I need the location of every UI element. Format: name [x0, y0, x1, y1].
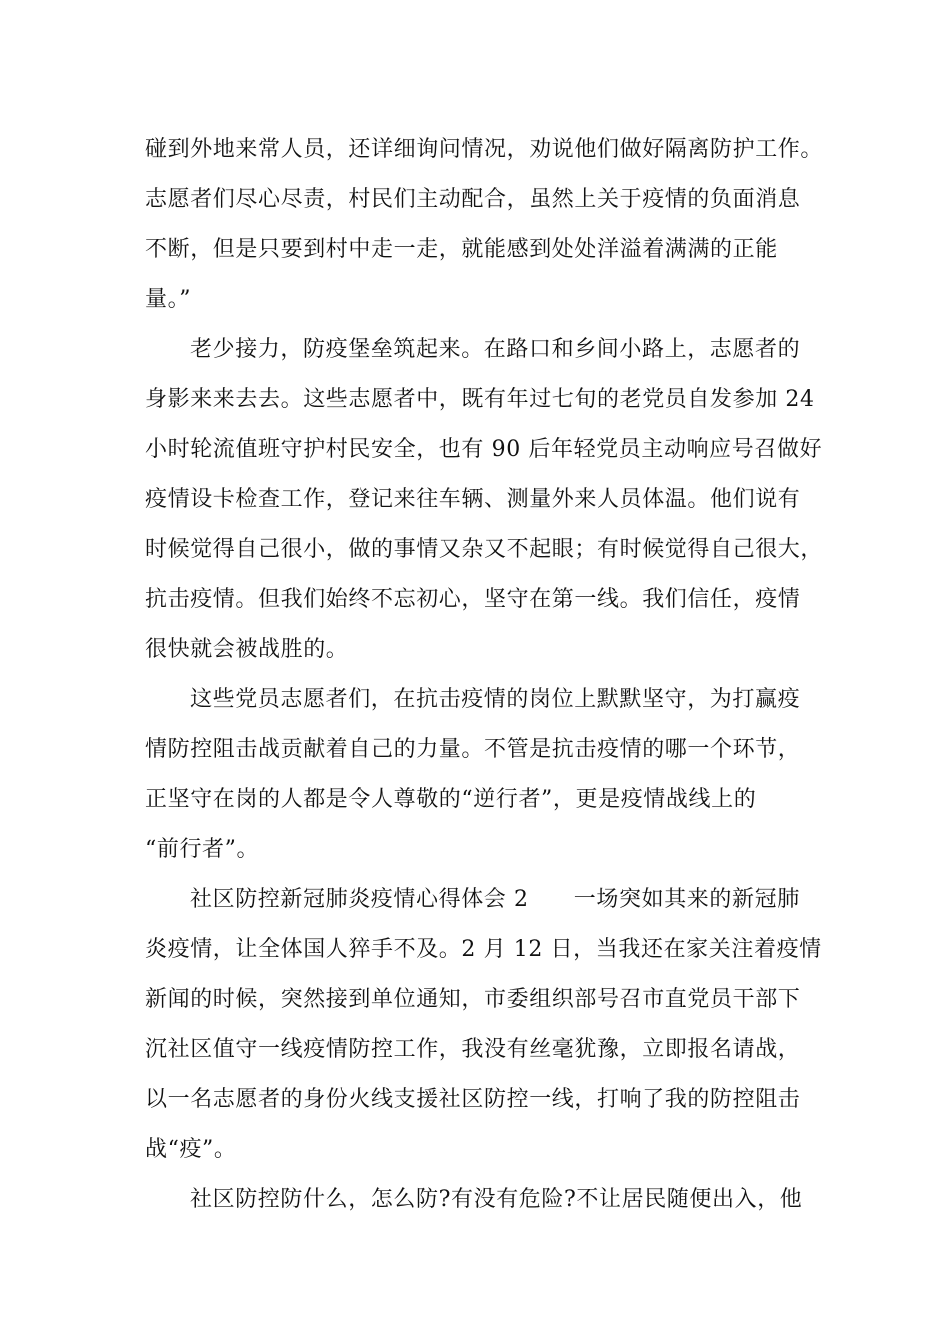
- text-line: 抗击疫情。但我们始终不忘初心，坚守在第一线。我们信任，疫情: [145, 587, 801, 612]
- text-line: 炎疫情，让全体国人猝手不及。2 月 12 日，当我还在家关注着疫情: [145, 937, 822, 962]
- text-line: 量。”: [145, 287, 192, 312]
- text-line: 碰到外地来常人员，还详细询问情况，劝说他们做好隔离防护工作。: [145, 137, 824, 162]
- text-line: 不断，但是只要到村中走一走，就能感到处处洋溢着满满的正能: [145, 237, 778, 262]
- paragraph-first-line: 老少接力，防疫堡垒筑起来。在路口和乡间小路上，志愿者的: [190, 337, 801, 362]
- text-line: 以一名志愿者的身份火线支援社区防控一线，打响了我的防控阻击: [145, 1087, 801, 1112]
- paragraph-first-line: 这些党员志愿者们，在抗击疫情的岗位上默默坚守，为打赢疫: [190, 687, 801, 712]
- text-line: 时候觉得自己很小，做的事情又杂又不起眼；有时候觉得自己很大，: [145, 537, 824, 562]
- text-line: 很快就会被战胜的。: [145, 637, 349, 662]
- text-line: 情防控阻击战贡献着自己的力量。不管是抗击疫情的哪一个环节，: [145, 737, 801, 762]
- text-line: 小时轮流值班守护村民安全，也有 90 后年轻党员主动响应号召做好: [145, 437, 823, 462]
- text-line: 新闻的时候，突然接到单位通知，市委组织部号召市直党员干部下: [145, 987, 801, 1012]
- text-line: “前行者”。: [145, 837, 260, 862]
- text-line: 志愿者们尽心尽责，村民们主动配合，虽然上关于疫情的负面消息: [145, 187, 801, 212]
- text-line: 战“疫”。: [145, 1137, 237, 1162]
- paragraph-first-line: 社区防控新冠肺炎疫情心得体会 2 一场突如其来的新冠肺: [190, 887, 800, 912]
- text-line: 沉社区值守一线疫情防控工作，我没有丝毫犹豫，立即报名请战，: [145, 1037, 801, 1062]
- text-line: 疫情设卡检查工作，登记来往车辆、测量外来人员体温。他们说有: [145, 487, 801, 512]
- text-line: 正坚守在岗的人都是令人尊敬的“逆行者”，更是疫情战线上的: [145, 787, 757, 812]
- paragraph-first-line: 社区防控防什么，怎么防?有没有危险?不让居民随便出入，他: [190, 1187, 803, 1212]
- text-line: 身影来来去去。这些志愿者中，既有年过七旬的老党员自发参加 24: [145, 387, 815, 412]
